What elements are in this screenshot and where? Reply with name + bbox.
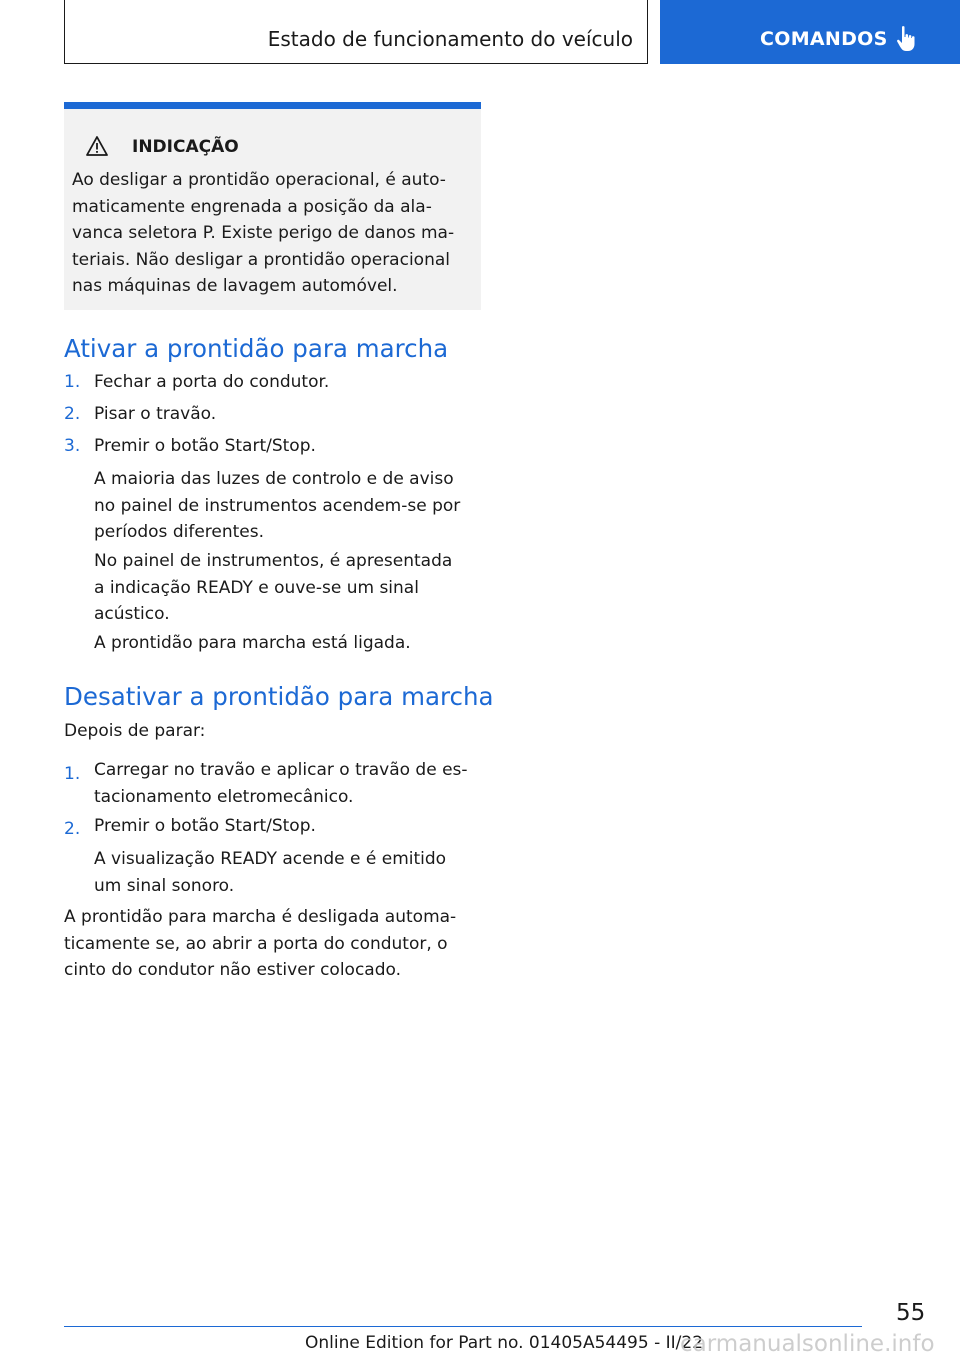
chapter-tab[interactable] bbox=[660, 0, 960, 64]
step-text bbox=[94, 757, 479, 810]
closing-paragraph bbox=[64, 904, 479, 984]
step-detail-paragraph bbox=[94, 466, 479, 546]
step-text bbox=[94, 813, 479, 840]
pointing-hand-icon bbox=[896, 25, 918, 53]
step-number: 3. bbox=[64, 436, 81, 456]
step-line: Premir o botão Start/Stop. bbox=[94, 816, 316, 836]
paragraph-line: A visualização READY acende e é emitido bbox=[94, 849, 447, 869]
section-heading-deactivate: Desativar a prontidão para marcha bbox=[64, 682, 494, 711]
paragraph-line: No painel de instrumentos, é apresentada bbox=[94, 551, 453, 571]
notice-box bbox=[64, 102, 481, 310]
section-title: Estado de funcionamento do veículo bbox=[267, 27, 633, 51]
warning-triangle-icon bbox=[86, 135, 108, 157]
step-line: Carregar no travão e aplicar o travão de es- bbox=[94, 760, 468, 780]
step-number: 2. bbox=[64, 819, 81, 839]
notice-title: INDICAÇÃO bbox=[132, 137, 239, 157]
section-heading-activate: Ativar a prontidão para marcha bbox=[64, 334, 449, 363]
paragraph-line: ticamente se, ao abrir a porta do condutor, o bbox=[64, 933, 448, 954]
running-header bbox=[64, 0, 648, 64]
paragraph-line: acústico. bbox=[94, 604, 170, 624]
step-text: Pisar o travão. bbox=[94, 404, 217, 424]
step-detail-paragraph bbox=[94, 846, 479, 899]
notice-line: maticamente engrenada a posição da ala- bbox=[72, 196, 432, 217]
paragraph-line: períodos diferentes. bbox=[94, 522, 265, 542]
notice-line: nas máquinas de lavagem automóvel. bbox=[72, 276, 398, 296]
notice-text bbox=[72, 167, 472, 300]
edition-footer: Online Edition for Part no. 01405A54495 - II/22 bbox=[305, 1333, 704, 1353]
paragraph-line: no painel de instrumentos acendem-se por bbox=[94, 495, 461, 516]
footer-divider bbox=[64, 1326, 862, 1327]
paragraph-line: cinto do condutor não estiver colocado. bbox=[64, 960, 402, 980]
notice-line: vanca seletora P. Existe perigo de danos ma- bbox=[72, 223, 455, 243]
step-detail-paragraph bbox=[94, 548, 479, 628]
step-number: 2. bbox=[64, 404, 81, 424]
step-number: 1. bbox=[64, 764, 81, 784]
page-number: 55 bbox=[896, 1300, 926, 1326]
watermark: carmanualsonline.info bbox=[680, 1331, 935, 1357]
paragraph-line: A prontidão para marcha é desligada automa- bbox=[64, 907, 457, 927]
paragraph-line: um sinal sonoro. bbox=[94, 875, 235, 896]
paragraph-line: A prontidão para marcha está ligada. bbox=[94, 633, 411, 653]
step-line: tacionamento eletromecânico. bbox=[94, 786, 354, 807]
step-number: 1. bbox=[64, 372, 81, 392]
intro-text: Depois de parar: bbox=[64, 721, 206, 741]
step-text: Fechar a porta do condutor. bbox=[94, 372, 330, 392]
paragraph-line: a indicação READY e ouve-se um sinal bbox=[94, 577, 419, 598]
notice-line: teriais. Não desligar a prontidão operacional bbox=[72, 249, 450, 270]
chapter-tab-label: COMANDOS bbox=[760, 28, 888, 50]
paragraph-line: A maioria das luzes de controlo e de aviso bbox=[94, 469, 454, 489]
step-text: Premir o botão Start/Stop. bbox=[94, 436, 316, 456]
notice-line: Ao desligar a prontidão operacional, é auto- bbox=[72, 170, 446, 190]
step-detail-paragraph bbox=[94, 630, 479, 657]
